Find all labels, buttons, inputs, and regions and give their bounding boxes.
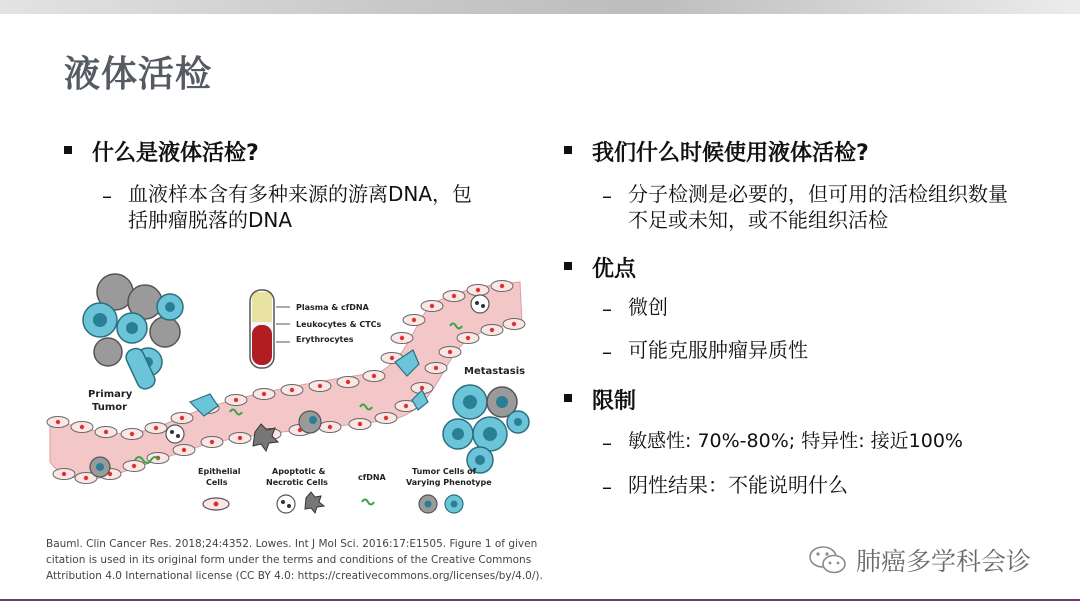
epithelial-nucleus xyxy=(328,425,332,429)
primary-tumor-label: Tumor xyxy=(92,402,128,413)
legend-cfdna-mark xyxy=(362,500,374,505)
tube-label: Erythrocytes xyxy=(296,335,354,344)
epithelial-nucleus xyxy=(448,350,452,354)
primary-tumor-label: Primary xyxy=(88,389,133,400)
bullet-marker xyxy=(564,146,572,154)
dash-marker: – xyxy=(602,184,612,208)
epithelial-nucleus xyxy=(400,336,404,340)
epithelial-nucleus xyxy=(234,398,238,402)
legend-epithelial-label: Cells xyxy=(206,478,228,487)
epithelial-nucleus xyxy=(262,392,266,396)
when-line-2: 不足或未知，或不能组织活检 xyxy=(628,208,888,232)
dash-marker: – xyxy=(602,475,612,499)
top-gradient-band xyxy=(0,0,1080,14)
legend-tumor-label: Varying Phenotype xyxy=(406,478,492,487)
epithelial-nucleus xyxy=(56,420,60,424)
epithelial-nucleus xyxy=(62,472,66,476)
when-line-1: 分子检测是必要的，但可用的活检组织数量 xyxy=(628,182,1008,206)
epithelial-nucleus xyxy=(452,294,456,298)
epithelial-nucleus xyxy=(318,384,322,388)
liquid-biopsy-diagram xyxy=(40,262,530,524)
bullet-marker xyxy=(564,394,572,402)
limits-heading: 限制 xyxy=(592,389,637,414)
epithelial-nucleus xyxy=(130,432,134,436)
blood-sample-tube xyxy=(250,290,290,368)
tube-label: Leukocytes & CTCs xyxy=(296,320,382,329)
epithelial-nucleus xyxy=(512,322,516,326)
bullet-marker xyxy=(64,146,72,154)
epithelial-nucleus xyxy=(390,356,394,360)
citation-block xyxy=(46,536,586,584)
epithelial-nucleus xyxy=(132,464,136,468)
advantages-heading: 优点 xyxy=(592,257,637,282)
dash-marker: – xyxy=(102,184,112,208)
epithelial-nucleus xyxy=(182,448,186,452)
epithelial-nucleus xyxy=(434,366,438,370)
dash-marker: – xyxy=(602,431,612,455)
primary-tumor-cluster xyxy=(83,274,183,392)
wechat-icon xyxy=(808,544,848,576)
epithelial-nucleus xyxy=(466,336,470,340)
bottom-rule xyxy=(0,599,1080,601)
epithelial-nucleus xyxy=(372,374,376,378)
blood-vessel xyxy=(50,282,522,479)
question-what-is: 什么是液体活检? xyxy=(92,141,259,166)
tube-label: Plasma & cfDNA xyxy=(296,303,369,312)
bullet-marker xyxy=(564,262,572,270)
advantage-item: 微创 xyxy=(628,295,668,319)
epithelial-nucleus xyxy=(84,476,88,480)
epithelial-nucleus xyxy=(346,380,350,384)
metastasis-cluster xyxy=(443,385,529,473)
citation-line: Attribution 4.0 International license (CC BY 4.0: https://creativecommons.org/licenses/by/4.0/). xyxy=(46,570,543,582)
citation-line: citation is used in its original form under the terms and conditions of the Creative Commons xyxy=(46,554,532,566)
legend-epithelial-label: Epithelial xyxy=(198,467,241,476)
epithelial-nucleus xyxy=(154,426,158,430)
legend-tumor-label: Tumor Cells of xyxy=(412,467,477,476)
limit-item: 敏感性: 70%-80%; 特异性: 接近100% xyxy=(628,430,963,452)
legend-apoptotic-cell xyxy=(277,495,295,513)
epithelial-nucleus xyxy=(490,328,494,332)
answer-line-1: 血液样本含有多种来源的游离DNA，包 xyxy=(128,182,473,206)
question-when-use: 我们什么时候使用液体活检? xyxy=(592,141,869,166)
citation-line: Bauml. Clin Cancer Res. 2018;24:4352. Lowes. Int J Mol Sci. 2016:17:E1505. Figure 1 of given xyxy=(46,538,538,550)
epithelial-nucleus xyxy=(210,440,214,444)
legend-necrotic-cell xyxy=(305,492,324,513)
epithelial-nucleus xyxy=(290,388,294,392)
answer-line-2: 括肿瘤脱落的DNA xyxy=(128,208,293,232)
epithelial-nucleus xyxy=(80,425,84,429)
slide-title: 液体活检 xyxy=(64,54,213,95)
epithelial-nucleus xyxy=(384,416,388,420)
epithelial-nucleus xyxy=(238,436,242,440)
limit-item: 阴性结果：不能说明什么 xyxy=(628,473,848,497)
epithelial-nucleus xyxy=(180,416,184,420)
dash-marker: – xyxy=(602,297,612,321)
epithelial-nucleus xyxy=(104,430,108,434)
epithelial-nucleus xyxy=(430,304,434,308)
advantage-item: 可能克服肿瘤异质性 xyxy=(628,338,808,362)
epithelial-nucleus xyxy=(476,288,480,292)
legend-apoptotic-label: Necrotic Cells xyxy=(266,478,328,487)
metastasis-label: Metastasis xyxy=(464,366,526,377)
watermark-text: 肺癌多学科会诊 xyxy=(856,547,1032,576)
watermark xyxy=(808,542,1031,578)
epithelial-nucleus xyxy=(500,284,504,288)
legend-cfdna-label: cfDNA xyxy=(358,473,386,482)
epithelial-nucleus xyxy=(358,422,362,426)
epithelial-nucleus xyxy=(404,404,408,408)
epithelial-nucleus xyxy=(412,318,416,322)
legend-apoptotic-label: Apoptotic & xyxy=(272,467,326,476)
dash-marker: – xyxy=(602,340,612,364)
